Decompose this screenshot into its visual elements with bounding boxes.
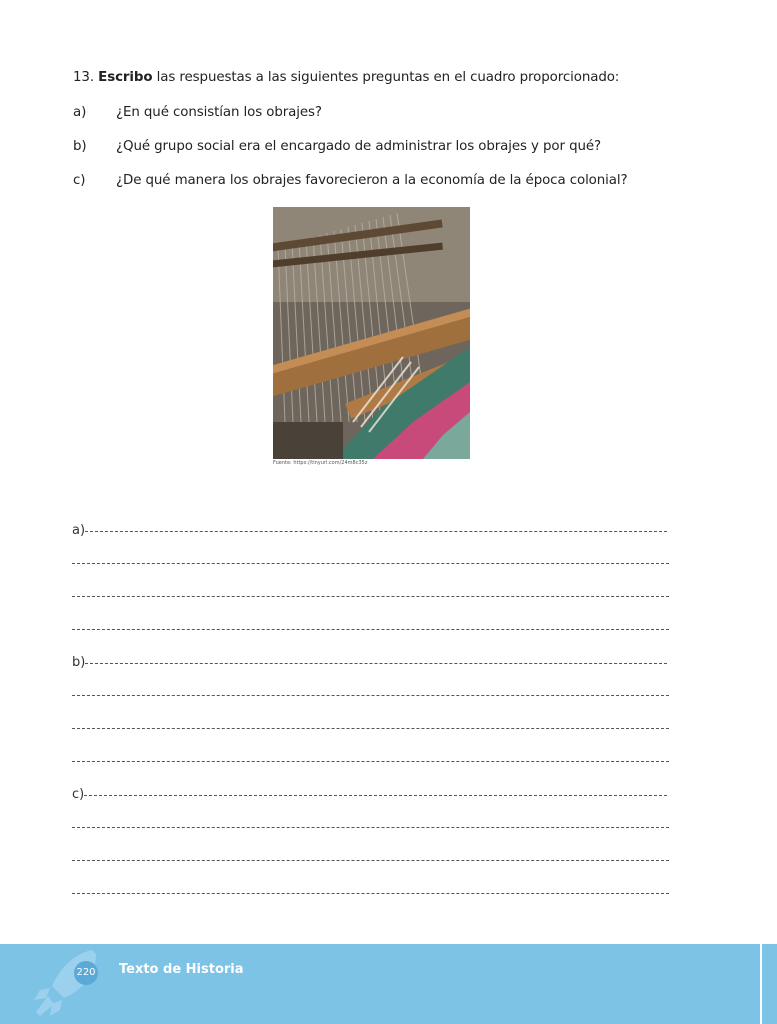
loom-illustration — [273, 207, 470, 459]
item-text: ¿De qué manera los obrajes favorecieron a la economía de la época colonial? — [116, 173, 628, 188]
answer-line[interactable] — [72, 754, 669, 768]
question-instruction: las respuestas a las siguientes preguntas en el cuadro proporcionado: — [152, 70, 620, 85]
item-text: ¿En qué consistían los obrajes? — [116, 105, 322, 120]
question-number: 13. — [73, 70, 94, 85]
answer-line[interactable] — [72, 886, 669, 900]
footer-edge — [762, 944, 777, 1024]
answer-label-b: b) — [72, 655, 86, 669]
answer-line[interactable] — [72, 589, 669, 603]
image-caption: Fuente: https://tinyurl.com/24m8c35z — [273, 460, 368, 466]
answer-label-c: c) — [72, 787, 85, 801]
page-number: 220 — [74, 961, 98, 985]
answer-line[interactable] — [72, 556, 669, 570]
answer-label-a: a) — [72, 523, 86, 537]
item-text: ¿Qué grupo social era el encargado de administrar los obrajes y por qué? — [116, 139, 602, 154]
answer-line-a[interactable] — [72, 523, 669, 537]
answer-line[interactable] — [72, 721, 669, 735]
question-verb: Escribo — [98, 70, 153, 85]
question-heading — [73, 70, 619, 85]
answer-line[interactable] — [72, 820, 669, 834]
answer-line-b[interactable] — [72, 655, 669, 669]
page-footer — [0, 944, 760, 1024]
answer-line[interactable] — [72, 853, 669, 867]
item-letter: c) — [73, 173, 86, 188]
item-letter: a) — [73, 105, 87, 120]
answer-line-c[interactable] — [72, 787, 669, 801]
item-letter: b) — [73, 139, 87, 154]
loom-photo — [273, 207, 470, 459]
answer-line[interactable] — [72, 688, 669, 702]
answer-line[interactable] — [72, 622, 669, 636]
footer-title: Texto de Historia — [119, 962, 244, 977]
